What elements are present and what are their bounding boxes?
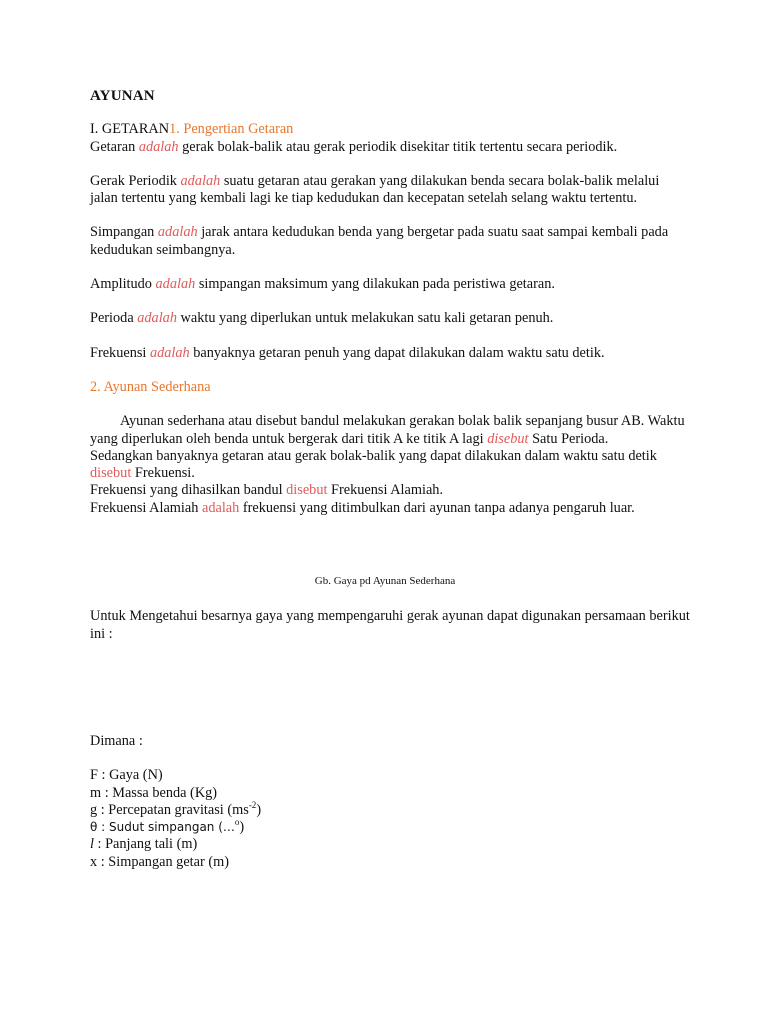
definition-term: Gerak Periodik [90, 172, 181, 189]
paragraph-text: Ayunan sederhana atau disebut bandul melakukan gerakan bolak balik sepanjang busur AB. Waktu yang diperlukan oleh benda untuk bergerak dari titik A ke titik A lagi [90, 413, 685, 447]
definition-term: Frekuensi [90, 344, 150, 361]
paragraph-link[interactable]: disebut [90, 465, 132, 482]
variable-item-g [90, 802, 690, 819]
paragraph-frekuensi-satu-detik [90, 448, 690, 483]
definition-link[interactable]: adalah [138, 138, 179, 155]
variable-item-x: x : Simpangan getar (m) [90, 853, 229, 870]
variable-list [90, 767, 690, 871]
section-roman-heading: I. GETARAN [90, 121, 170, 138]
definition-amplitudo [90, 276, 690, 293]
definition-term: Perioda [90, 310, 138, 327]
section-heading-getaran [90, 121, 690, 138]
dimana-label: Dimana : [90, 732, 143, 749]
paragraph-link[interactable]: disebut [487, 430, 529, 447]
variable-item-m: m : Massa benda (Kg) [90, 784, 218, 801]
paragraph-text: Frekuensi Alamiah. [327, 482, 444, 499]
definition-term: Getaran [90, 138, 139, 155]
variable-text: : Panjang tali (m) [93, 836, 198, 853]
superscript: o [234, 817, 240, 828]
definition-link[interactable]: adalah [149, 344, 190, 361]
definition-frekuensi [90, 345, 690, 362]
paragraph-text: Sedangkan banyaknya getaran atau gerak bolak-balik yang dapat dilakukan dalam waktu satu detik [90, 447, 657, 464]
definition-link[interactable]: adalah [180, 172, 221, 189]
variable-item-l [90, 836, 690, 853]
superscript: -2 [248, 800, 257, 811]
definition-simpangan [90, 224, 690, 259]
paragraph-text: Frekuensi Alamiah [90, 499, 202, 516]
paragraph-text: Frekuensi. [131, 465, 195, 482]
figure-caption: Gb. Gaya pd Ayunan Sederhana [314, 575, 456, 588]
definition-perioda [90, 310, 690, 327]
variable-item-F: F : Gaya (N) [90, 767, 163, 784]
variable-text: ) [256, 801, 262, 818]
definition-text: jarak antara kedudukan benda yang bergetar pada suatu saat sampai kembali pada kedudukan seimbangnya. [90, 224, 669, 258]
definition-term: Simpangan [90, 224, 158, 241]
definition-text: gerak bolak-balik atau gerak periodik disekitar titik tertentu secara periodik. [178, 138, 618, 155]
paragraph-text: frekuensi yang ditimbulkan dari ayunan tanpa adanya pengaruh luar. [239, 499, 635, 516]
definition-text: simpangan maksimum yang dilakukan pada peristiwa getaran. [195, 276, 555, 293]
definition-text: suatu getaran atau gerakan yang dilakukan benda secara bolak-balik melalui jalan tertentu yang kembali lagi ke tiap kedudukan dan kecepatan setelah selang waktu tertentu. [90, 172, 660, 207]
paragraph-frekuensi-alamiah [90, 500, 690, 517]
definition-text: waktu yang diperlukan untuk melakukan satu kali getaran penuh. [176, 310, 554, 327]
subsection-heading-pengertian: 1. Pengertian Getaran [169, 121, 294, 138]
variable-item-theta [90, 819, 690, 836]
variable-text: : Sudut simpangan (… [97, 820, 235, 835]
definition-gerak-periodik [90, 173, 690, 208]
definition-getaran [90, 139, 690, 156]
paragraph-text: Frekuensi yang dihasilkan bandul [90, 482, 287, 499]
l-symbol: l [90, 836, 94, 853]
document-page [90, 88, 690, 871]
definition-term: Amplitudo [90, 276, 156, 293]
definition-link[interactable]: adalah [137, 310, 177, 327]
paragraph-link[interactable]: disebut [286, 482, 328, 499]
paragraph-intro-persamaan: Untuk Mengetahui besarnya gaya yang mempengaruhi gerak ayunan dapat digunakan persamaan berikut ini : [90, 608, 690, 642]
definition-link[interactable]: adalah [157, 224, 198, 241]
formula-placeholder [90, 643, 690, 713]
definition-text: banyaknya getaran penuh yang dapat dilakukan dalam waktu satu detik. [189, 344, 605, 361]
variable-text: g : Percepatan gravitasi (ms [90, 801, 249, 818]
document-title: AYUNAN [90, 88, 155, 104]
theta-symbol: θ [90, 820, 98, 835]
variable-text: ) [239, 819, 245, 836]
paragraph-ayunan-sederhana [90, 413, 690, 448]
paragraph-text: Satu Perioda. [528, 430, 609, 447]
paragraph-frekuensi-bandul [90, 482, 690, 499]
definition-link[interactable]: adalah [155, 276, 196, 293]
paragraph-link[interactable]: adalah [201, 499, 240, 516]
subsection-heading-ayunan-sederhana: 2. Ayunan Sederhana [90, 378, 211, 395]
